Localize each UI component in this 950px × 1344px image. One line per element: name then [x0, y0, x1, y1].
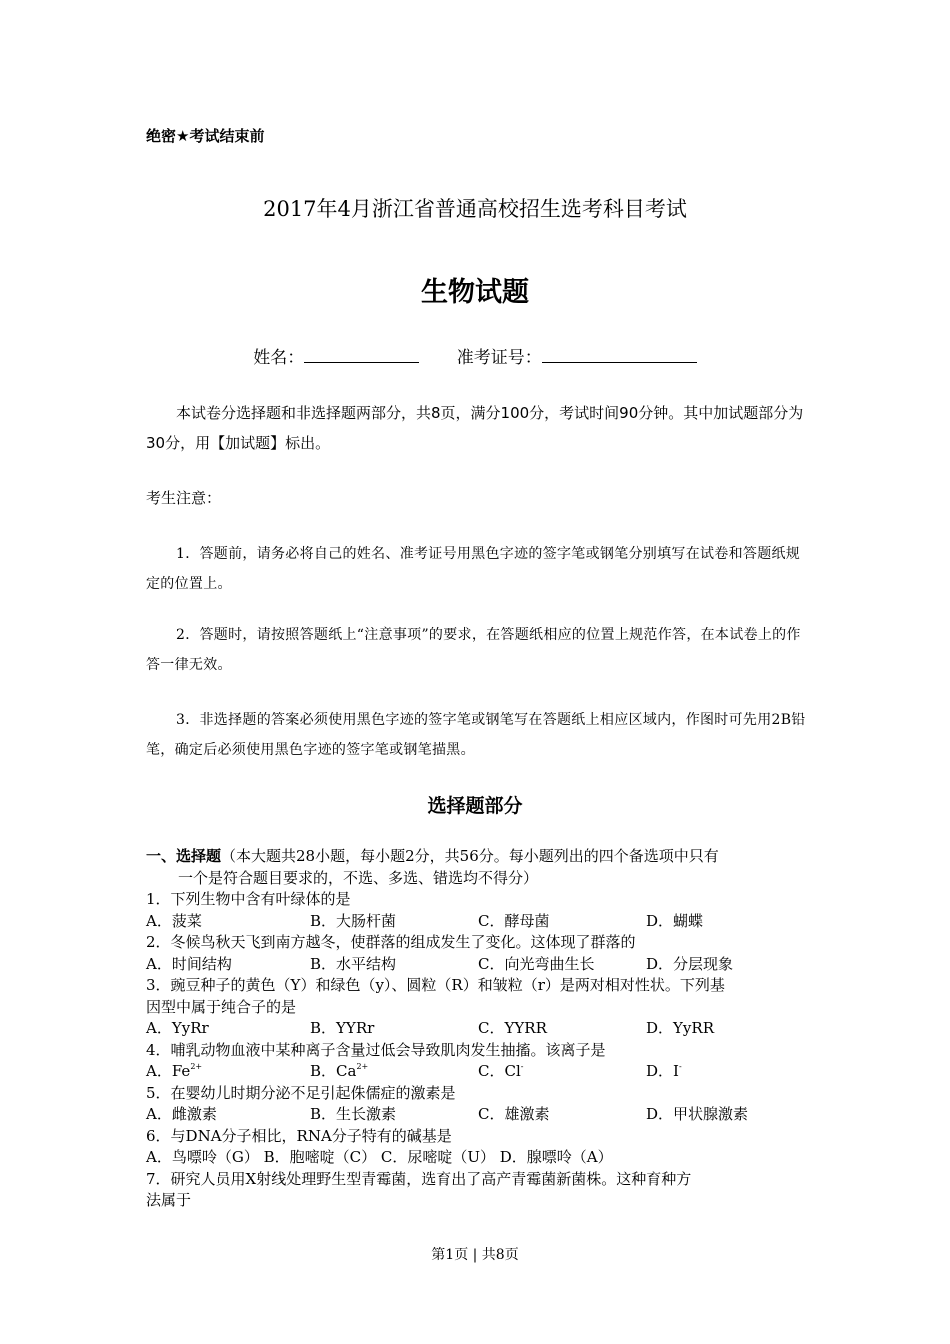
option-a: A．雌激素 [146, 1105, 217, 1123]
notice-item: 3．非选择题的答案必须使用黑色字迹的签字笔或钢笔写在答题纸上相应区域内，作图时可先用2B铅笔，确定后必须使用黑色字迹的签字笔或钢笔描黑。 [146, 712, 806, 758]
option-a: A．$Fe^{2+}$ [146, 1062, 203, 1080]
option-b: B．$Ca^{2+}$ [310, 1062, 369, 1080]
question-stem-cont: 因型中属于纯合子的是 [146, 997, 297, 1016]
option-c: C．雄激素 [478, 1105, 550, 1123]
option-b: B．生长激素 [310, 1105, 397, 1123]
question-options [146, 1061, 808, 1083]
option-d: D．I- [646, 1062, 682, 1080]
notice-item: 1．答题前，请务必将自己的姓名、准考证号用黑色字迹的签字笔或钢笔分别填写在试卷和答题纸规定的位置上。 [146, 546, 801, 592]
option-c: C．向光弯曲生长 [478, 954, 595, 973]
question-stem: 1．下列生物中含有叶绿体的是 [146, 890, 351, 908]
name-label: 姓名： [253, 348, 305, 368]
question-stem: 2．冬候鸟秋天飞到南方越冬，使群落的组成发生了变化。这体现了群落的 [146, 933, 636, 951]
subject-title: 生物试题 [421, 277, 529, 308]
question-stem: 5．在婴幼儿时期分泌不足引起侏儒症的激素是 [146, 1083, 456, 1102]
option-c: C．Cl- [478, 1062, 524, 1080]
notice-item: 2．答题时，请按照答题纸上“注意事项”的要求，在答题纸相应的位置上规范作答，在本试卷上的作答一律无效。 [146, 627, 801, 673]
question-stem-cont: 法属于 [146, 1191, 192, 1209]
option-a: A．时间结构 [146, 954, 232, 973]
page-footer: 第1页 | 共8页 [431, 1247, 519, 1263]
question-options [146, 1104, 808, 1126]
option-a: A．菠菜 [146, 911, 202, 930]
part-label: 一、选择题 [146, 847, 222, 865]
question-stem: 4．哺乳动物血液中某种离子含量过低会导致肌肉发生抽搐。该离子是 [146, 1040, 606, 1059]
question-options [146, 1018, 808, 1040]
notice-title: 考生注意： [146, 489, 222, 507]
question-options [146, 911, 808, 933]
part-description-cont: 一个是符合题目要求的，不选、多选、错选均不得分） [178, 868, 539, 887]
option-d: D．蝴蝶 [646, 911, 704, 930]
option-d: D．甲状腺激素 [646, 1105, 749, 1123]
option-c: C．酵母菌 [478, 911, 550, 930]
exam-id-label: 准考证号： [456, 348, 542, 368]
question-stem: 7．研究人员用X射线处理野生型青霉菌，选育出了高产青霉菌新菌株。这种育种方 [146, 1169, 692, 1188]
part-heading [146, 846, 808, 868]
option-d: D．分层现象 [646, 954, 734, 973]
option-b: B．大肠杆菌 [310, 911, 397, 930]
option-b: B．水平结构 [310, 954, 397, 973]
option-a: A．YyRr [146, 1019, 209, 1037]
name-field [253, 343, 419, 368]
intro-paragraph: 本试卷分选择题和非选择题两部分，共8页，满分100分，考试时间90分钟。其中加试题部分为30分，用【加试题】标出。 [146, 404, 804, 452]
secret-mark: 绝密★考试结束前 [146, 127, 265, 145]
exam-id-field [457, 343, 697, 368]
name-blank [304, 346, 419, 363]
section-title: 选择题部分 [427, 795, 523, 817]
question-options [146, 954, 808, 976]
question-list [146, 846, 808, 1212]
exam-id-blank [542, 346, 697, 363]
question-options: A．鸟嘌呤（G） B．胞嘧啶（C） C．尿嘧啶（U） D．腺嘌呤（A） [146, 1148, 613, 1166]
option-b: B．YYRr [310, 1019, 375, 1037]
part-description: （本大题共28小题，每小题2分，共56分。每小题列出的四个备选项中只有 [221, 847, 719, 865]
question-stem: 6．与DNA分子相比，RNA分子特有的碱基是 [146, 1126, 452, 1145]
exam-title: 2017年4月浙江省普通高校招生选考科目考试 [263, 197, 687, 221]
question-stem: 3．豌豆种子的黄色（Y）和绿色（y）、圆粒（R）和皱粒（r）是两对相对性状。下列基 [146, 976, 725, 994]
candidate-fields [0, 343, 950, 368]
option-d: D．YyRR [646, 1019, 714, 1037]
option-c: C．YYRR [478, 1019, 547, 1037]
